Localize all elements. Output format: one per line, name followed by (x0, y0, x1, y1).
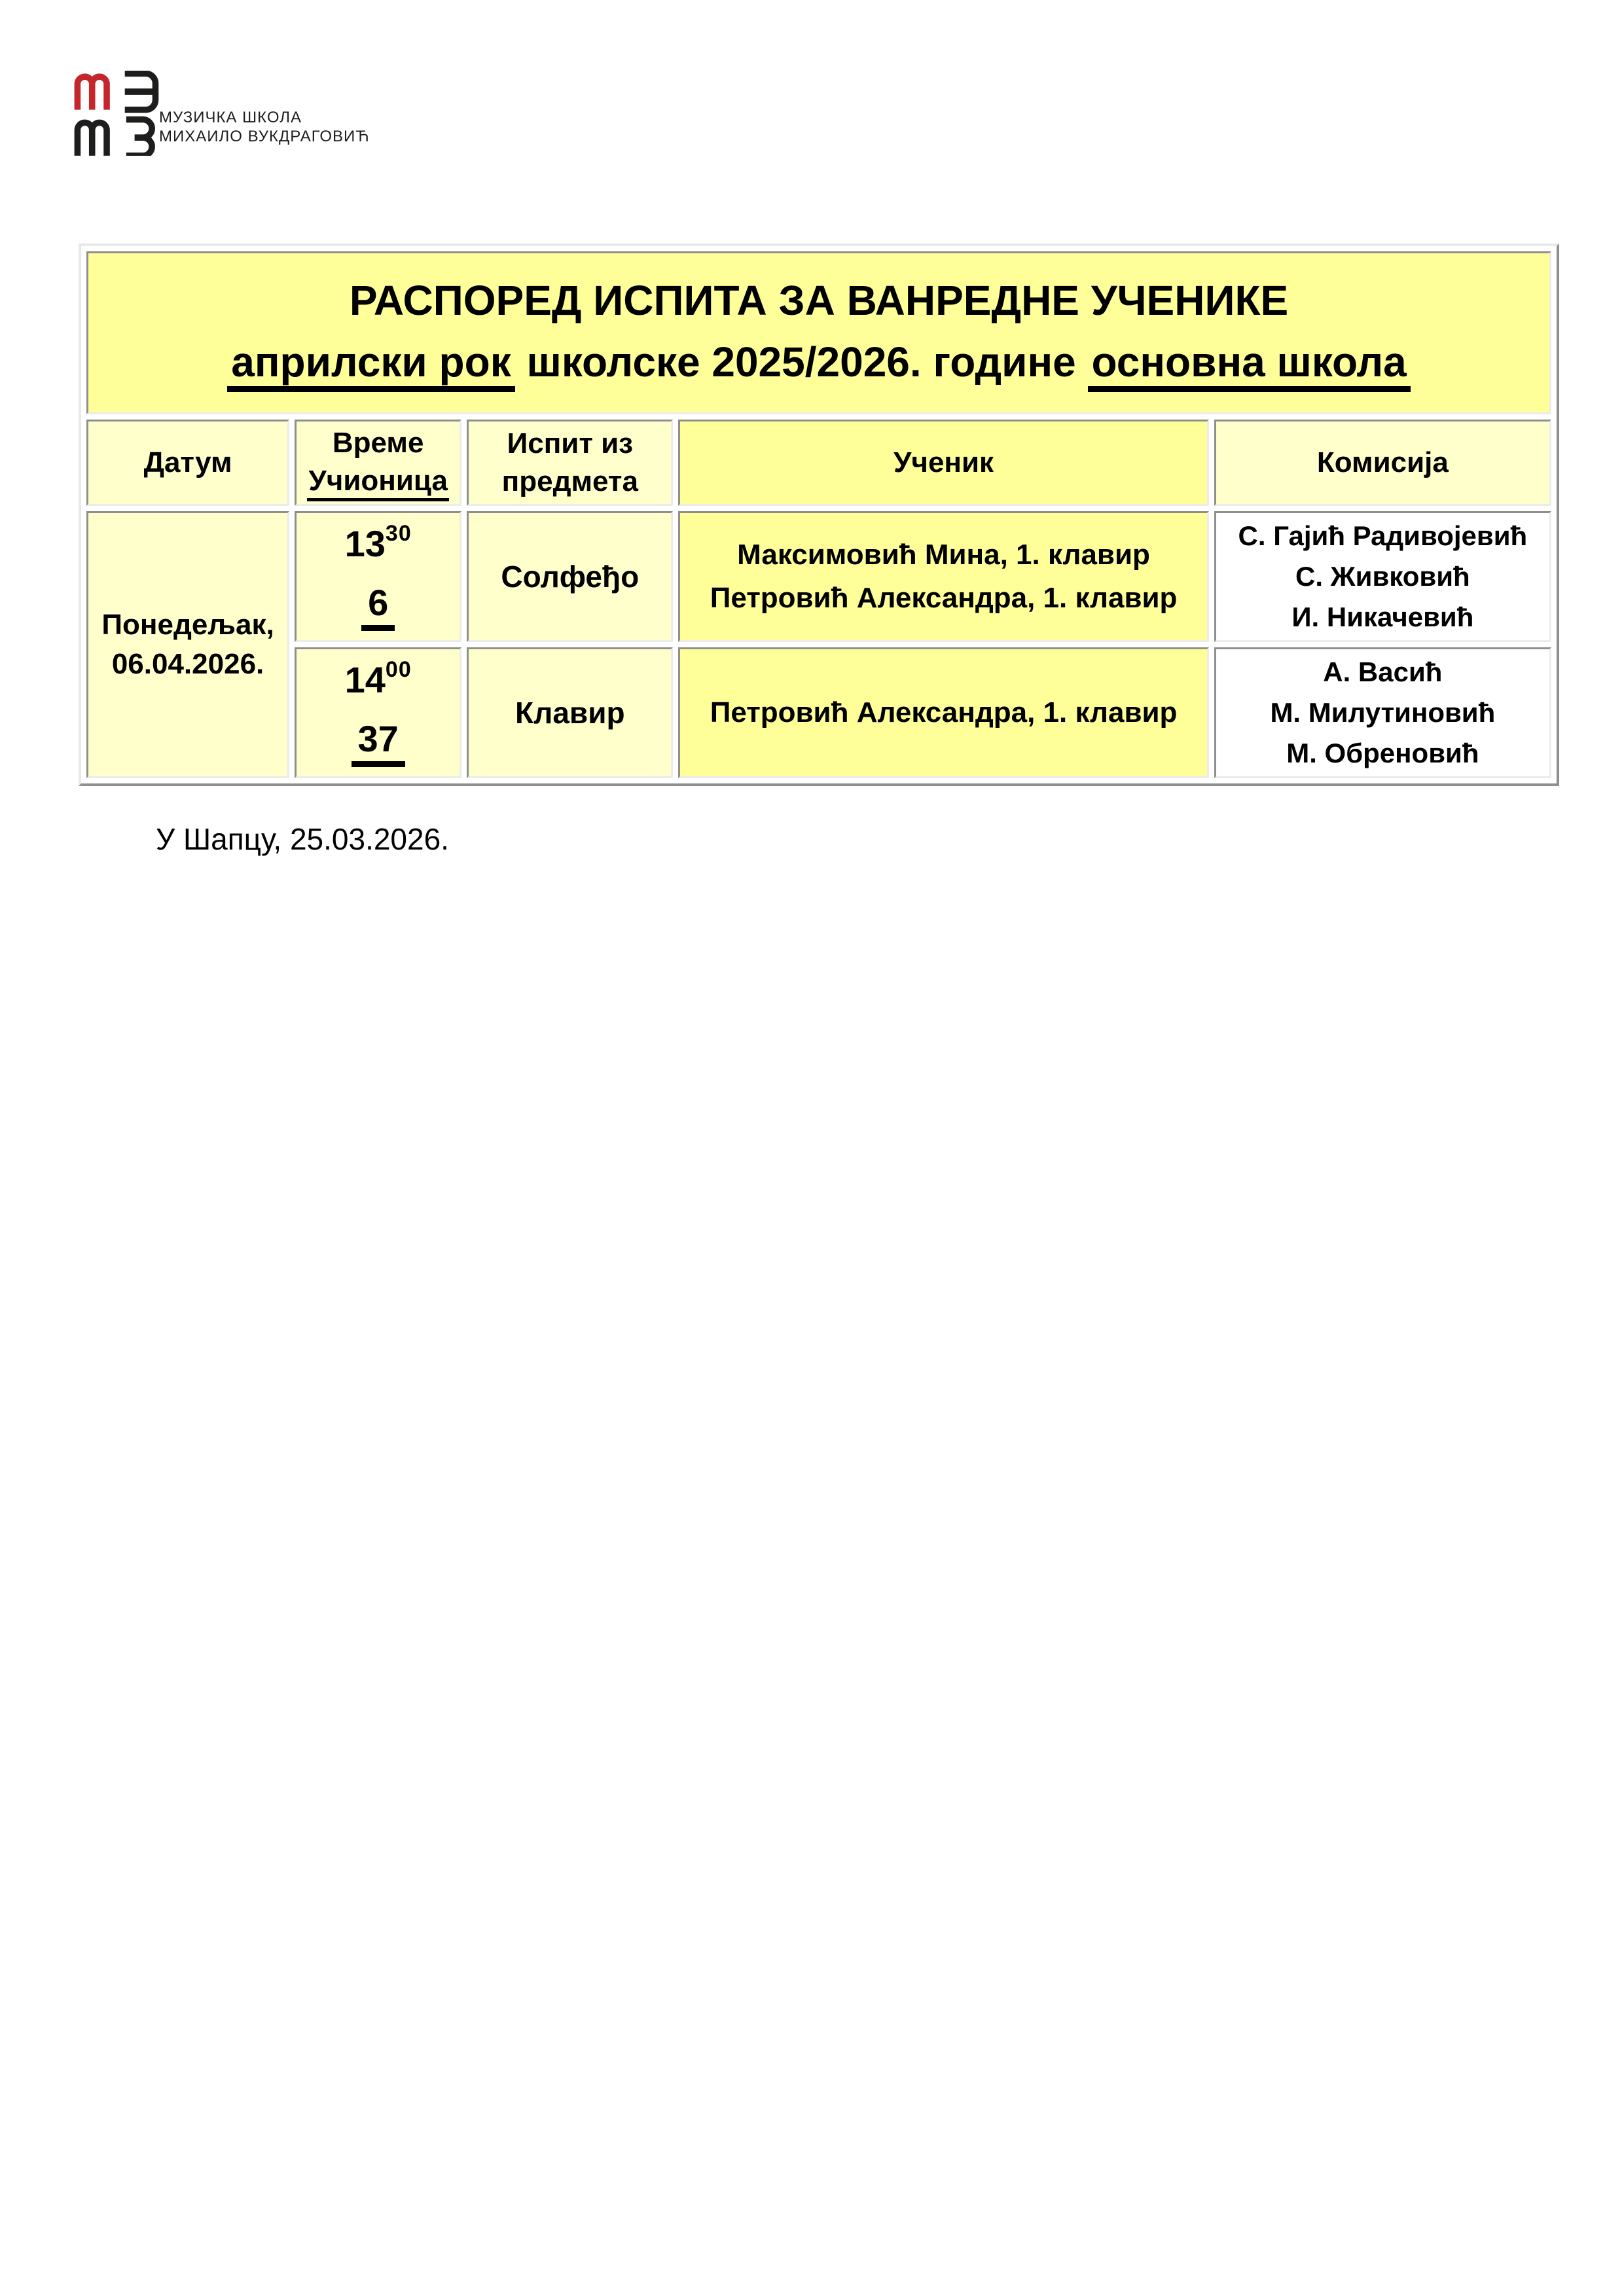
exam-time-minutes: 00 (385, 656, 412, 682)
student-entry: Максимовић Мина, 1. клавир (737, 539, 1150, 571)
table-title-row (86, 251, 1551, 414)
table-title-banner (86, 251, 1551, 414)
header-cell-time-room (295, 420, 461, 506)
header-time-label: Време (332, 427, 424, 459)
exam-room-number: 37 (352, 719, 405, 767)
commission-member: И. Никачевић (1291, 601, 1474, 632)
title-school-year: школске 2025/2026. године (514, 338, 1088, 386)
header-cell-date (86, 420, 289, 506)
students-cell (678, 511, 1208, 642)
music-school-logo-icon (73, 71, 161, 156)
commission-member: С. Живковић (1295, 561, 1470, 592)
student-entry: Петровић Александра, 1. клавир (710, 696, 1178, 728)
place-and-date: У Шапцу, 25.03.2026. (156, 822, 449, 856)
table-row (86, 511, 1551, 642)
subject-name: Солфеђо (501, 560, 640, 594)
header-classroom-label: Учионица (307, 465, 449, 501)
exam-room-line (303, 719, 453, 767)
header-subject-label-line1: Испит из (507, 427, 634, 459)
title-school-level-underlined: основна школа (1088, 341, 1411, 392)
commission-member: А. Васић (1323, 656, 1443, 687)
table-row (86, 647, 1551, 778)
exam-time-minutes: 30 (385, 520, 412, 546)
header-cell-student (678, 420, 1208, 506)
schedule-title-line1: РАСПОРЕД ИСПИТА ЗА ВАНРЕДНЕ УЧЕНИКЕ (349, 276, 1289, 324)
header-cell-commission (1214, 420, 1551, 506)
commission-member: М. Обреновић (1286, 738, 1479, 768)
schedule-title-line2 (95, 336, 1543, 392)
logo-school-type: МУЗИЧКА ШКОЛА (159, 109, 302, 126)
date-cell (86, 511, 289, 778)
school-logo-text (159, 108, 370, 146)
subject-cell (467, 511, 673, 642)
time-room-cell (295, 647, 461, 778)
exam-time (303, 520, 453, 570)
exam-schedule-table (79, 243, 1559, 786)
subject-cell (467, 647, 673, 778)
commission-member: С. Гајић Радивојевић (1238, 520, 1528, 551)
commission-member: М. Милутиновић (1270, 697, 1496, 728)
date-day: Понедељак, (101, 609, 274, 641)
commission-cell (1214, 511, 1551, 642)
students-cell (678, 647, 1208, 778)
time-room-cell (295, 511, 461, 642)
header-cell-subject (467, 420, 673, 506)
exam-time-hour: 14 (344, 658, 386, 700)
exam-time-hour: 13 (344, 522, 386, 564)
title-term-underlined: априлски рок (227, 341, 514, 392)
commission-cell (1214, 647, 1551, 778)
exam-room-number: 6 (361, 583, 395, 631)
header-subject-label-line2: предмета (501, 465, 638, 497)
exam-room-line (303, 583, 453, 631)
date-value: 06.04.2026. (111, 648, 264, 680)
logo-school-name: МИХАИЛО ВУКДРАГОВИЋ (159, 128, 370, 145)
header-date-label: Датум (143, 446, 232, 478)
subject-name: Клавир (515, 696, 625, 730)
student-entry: Петровић Александра, 1. клавир (710, 582, 1178, 614)
table-header-row (86, 420, 1551, 506)
exam-time (303, 656, 453, 706)
header-student-label: Ученик (893, 446, 994, 478)
header-commission-label: Комисија (1316, 446, 1449, 478)
